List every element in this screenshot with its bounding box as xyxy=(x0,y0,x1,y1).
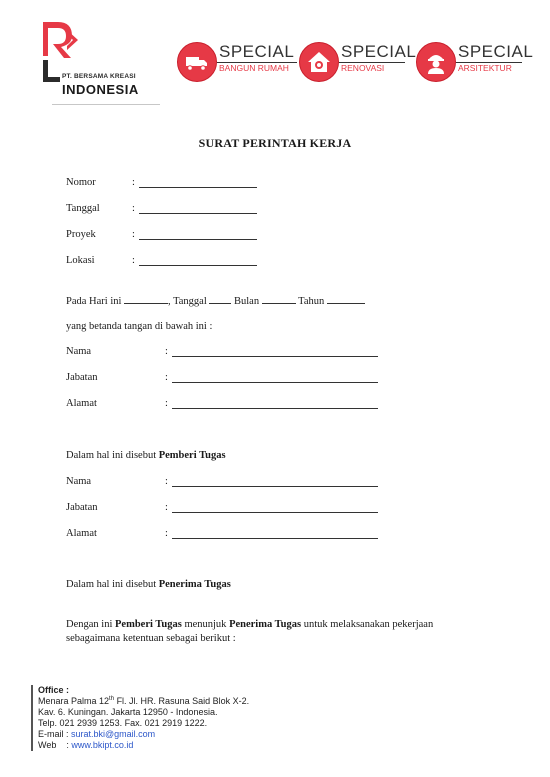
field-label: Lokasi xyxy=(66,255,95,266)
service-badge xyxy=(299,42,339,82)
office-address-line2: Kav. 6. Kuningan. Jakarta 12950 - Indonesia. xyxy=(38,707,218,717)
field-label: Nomor xyxy=(66,177,96,188)
field-label: Alamat xyxy=(66,528,97,539)
field-label: Jabatan xyxy=(66,372,98,383)
date-line: Pada Hari ini , Tanggal Bulan Tahun xyxy=(66,294,365,308)
document-title: SURAT PERINTAH KERJA xyxy=(198,136,352,150)
party2-caption: Dalam hal ini disebut Penerima Tugas xyxy=(66,579,231,590)
field-label: Proyek xyxy=(66,229,96,240)
closing-line1: Dengan ini Pemberi Tugas menunjuk Penerima Tugas untuk melaksanakan pekerjaan xyxy=(66,619,434,630)
service-badge xyxy=(416,42,456,82)
fill-line[interactable] xyxy=(172,356,378,357)
field-label: Nama xyxy=(66,346,92,357)
email-link[interactable]: surat.bki@gmail.com xyxy=(71,729,156,739)
service-renovasi xyxy=(299,42,417,82)
service-bangun-rumah xyxy=(177,42,297,82)
fill-line[interactable] xyxy=(139,239,257,240)
company-name-line1: PT. BERSAMA KREASI xyxy=(62,73,136,80)
service-subtitle: ARSITEKTUR xyxy=(458,63,512,73)
signatory-intro: yang betanda tangan di bawah ini : xyxy=(66,321,213,332)
role-penerima-tugas: Penerima Tugas xyxy=(158,579,231,590)
fill-line[interactable] xyxy=(172,408,378,409)
service-arsitektur xyxy=(416,42,534,82)
office-address-line1: Menara Palma 12th Fl. Jl. HR. Rasuna Said Blok X-2. xyxy=(38,696,250,706)
company-name-line2: INDONESIA xyxy=(62,82,139,97)
fill-line[interactable] xyxy=(172,486,378,487)
field-label: Alamat xyxy=(66,398,97,409)
service-title: SPECIAL xyxy=(341,42,417,61)
office-web-row: Web : www.bkipt.co.id xyxy=(38,740,134,750)
office-label: Office : xyxy=(38,685,70,695)
document-page: PT. BERSAMA KREASI INDONESIA SPECIAL BANGUN RUMAH SPECIAL RENOVASI SPECIAL ARSITEKTUR SURAT PERINTAH KERJA Nomor : Tanggal : Proyek : Lokasi : Pada Hari ini , Tanggal Bulan Tahun yang betanda tangan di bawah ini : Nama : Jabatan : Alamat : Dalam hal ini disebut Pemberi Tugas Nama : Jabatan : Alamat : Dalam hal ini disebut Penerima Tugas Dengan ini Pemberi Tugas menunjuk Penerima Tugas untuk melaksanakan pekerjaan sebagaimana ketentuan sebagai berikut : Office : Menara Palma 12th Fl. Jl. HR. Rasuna Said Blok X-2. Kav. 6. Kuningan. Jakarta 12950 - Indonesia. Telp. 021 2939 1253. Fax. 021 2919 1222. E-mail : surat.bki@gmail.com Web : www.bkipt.co.id xyxy=(0,0,550,777)
closing-line2: sebagaimana ketentuan sebagai berikut : xyxy=(66,633,236,644)
service-title: SPECIAL xyxy=(458,42,534,61)
office-email-row: E-mail : surat.bki@gmail.com xyxy=(38,729,156,739)
fill-tahun[interactable] xyxy=(327,294,365,304)
service-subtitle: RENOVASI xyxy=(341,63,385,73)
truck-icon xyxy=(185,50,209,74)
role-pemberi-tugas: Pemberi Tugas xyxy=(158,450,226,461)
fill-bulan[interactable] xyxy=(262,294,296,304)
service-title: SPECIAL xyxy=(219,42,295,61)
service-subtitle: BANGUN RUMAH xyxy=(219,63,289,73)
architect-icon xyxy=(424,50,448,74)
party1-caption: Dalam hal ini disebut Pemberi Tugas xyxy=(66,450,226,461)
office-footer xyxy=(38,685,249,751)
fill-line[interactable] xyxy=(139,265,257,266)
fill-line[interactable] xyxy=(172,382,378,383)
home-wrench-icon xyxy=(307,50,331,74)
service-badge xyxy=(177,42,217,82)
fill-hari[interactable] xyxy=(124,294,168,304)
logo-divider xyxy=(52,104,160,105)
fill-line[interactable] xyxy=(172,512,378,513)
office-phone: Telp. 021 2939 1253. Fax. 021 2919 1222. xyxy=(38,718,208,728)
company-logo xyxy=(40,20,160,97)
fill-line[interactable] xyxy=(139,213,257,214)
footer-accent-bar xyxy=(31,685,33,751)
field-label: Nama xyxy=(66,476,92,487)
website-link[interactable]: www.bkipt.co.id xyxy=(71,740,134,750)
fill-tanggal[interactable] xyxy=(209,294,231,304)
field-label: Tanggal xyxy=(66,203,100,214)
fill-line[interactable] xyxy=(172,538,378,539)
fill-line[interactable] xyxy=(139,187,257,188)
field-label: Jabatan xyxy=(66,502,98,513)
